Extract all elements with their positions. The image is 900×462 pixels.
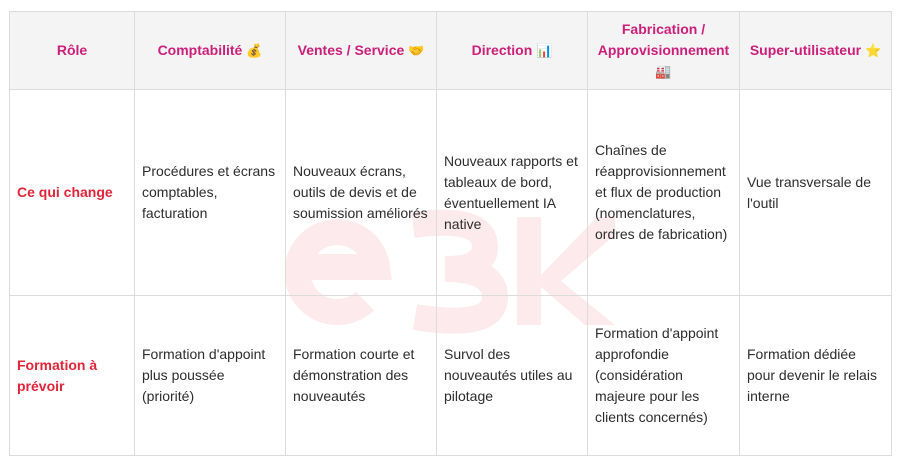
table-cell: Formation d'appoint plus poussée (priorité) bbox=[135, 296, 286, 456]
header-comptabilite: Comptabilité 💰 bbox=[135, 12, 286, 90]
table-row-ce-qui-change bbox=[10, 90, 892, 296]
table-row-formation bbox=[10, 296, 892, 456]
handshake-icon: 🤝 bbox=[408, 43, 425, 59]
bar-chart-icon: 📊 bbox=[536, 43, 553, 59]
header-role: Rôle bbox=[10, 12, 135, 90]
training-matrix-table bbox=[9, 11, 892, 456]
table-cell: Nouveaux rapports et tableaux de bord, éventuellement IA native bbox=[437, 90, 588, 296]
row-label: Formation à prévoir bbox=[10, 296, 135, 456]
header-ventes-service: Ventes / Service 🤝 bbox=[286, 12, 437, 90]
table-cell: Formation courte et démonstration des nouveautés bbox=[286, 296, 437, 456]
header-direction: Direction 📊 bbox=[437, 12, 588, 90]
header-row bbox=[10, 12, 892, 90]
money-bag-icon: 💰 bbox=[246, 43, 263, 59]
header-super-utilisateur: Super-utilisateur ⭐ bbox=[740, 12, 892, 90]
table-cell: Procédures et écrans comptables, facturation bbox=[135, 90, 286, 296]
table-cell: Vue transversale de l'outil bbox=[740, 90, 892, 296]
table-cell: Formation dédiée pour devenir le relais interne bbox=[740, 296, 892, 456]
table-cell: Chaînes de réapprovisionnement et flux de production (nomenclatures, ordres de fabrication) bbox=[588, 90, 740, 296]
table-cell: Formation d'appoint approfondie (considération majeure pour les clients concernés) bbox=[588, 296, 740, 456]
row-label: Ce qui change bbox=[10, 90, 135, 296]
factory-icon: 🏭 bbox=[655, 64, 672, 80]
header-fabrication: Fabrication / Approvisionnement 🏭 bbox=[588, 12, 740, 90]
star-icon: ⭐ bbox=[864, 43, 882, 59]
table-cell: Survol des nouveautés utiles au pilotage bbox=[437, 296, 588, 456]
table-cell: Nouveaux écrans, outils de devis et de soumission améliorés bbox=[286, 90, 437, 296]
